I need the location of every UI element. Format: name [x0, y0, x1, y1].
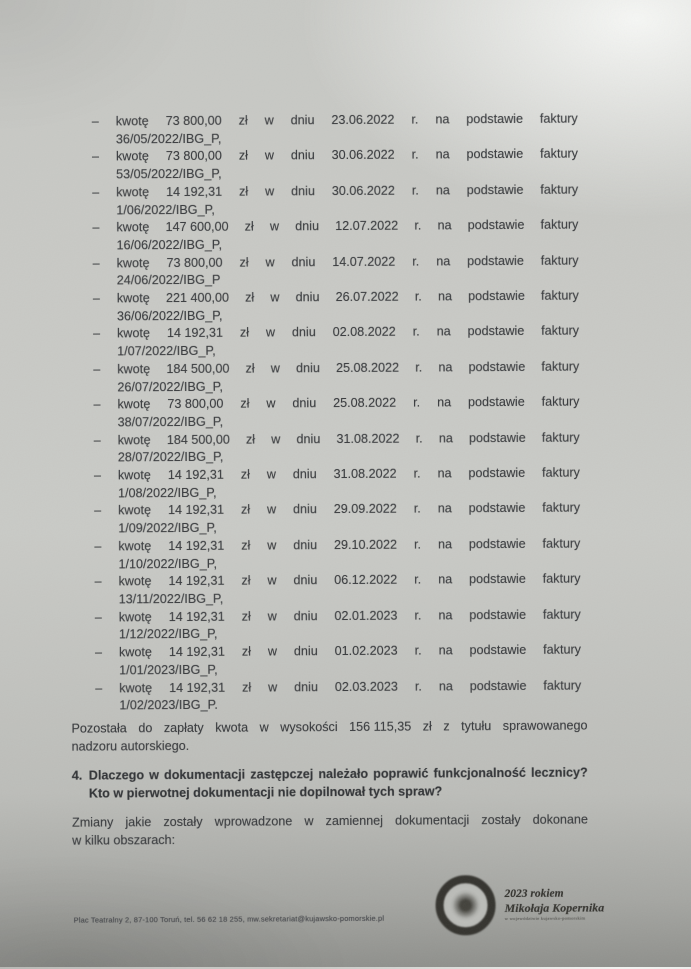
invoice-number: 1/12/2022/IBG_P,: [118, 627, 218, 642]
word: faktury: [540, 217, 579, 233]
word: 14 192,31: [167, 467, 224, 483]
word: kwotę: [117, 397, 151, 412]
word: dokumentacji: [395, 813, 470, 828]
word: 14 192,31: [169, 680, 226, 695]
list-dash-marker: –: [93, 433, 101, 448]
word: zł: [239, 326, 250, 341]
invoice-number: 36/06/2022/IBG_P,: [116, 308, 223, 324]
word: 31.08.2022: [336, 431, 400, 446]
word: dniu: [296, 360, 320, 376]
word: zł: [240, 467, 250, 482]
word: na: [437, 395, 452, 410]
word: faktury: [541, 324, 580, 339]
word: w: [266, 467, 276, 482]
word: podstawie: [468, 359, 526, 375]
word: w: [265, 184, 275, 199]
word: kwotę: [118, 609, 152, 625]
word: na: [437, 289, 453, 304]
word: r.: [414, 572, 422, 587]
payment-line: [118, 429, 580, 450]
word: dniu: [291, 325, 316, 340]
invoice-number: 13/11/2022/IBG_P,: [118, 591, 224, 607]
payment-list: [91, 111, 582, 716]
word: zł: [244, 219, 254, 234]
word: zł: [240, 503, 251, 518]
word: kwotę: [115, 149, 149, 164]
word: w: [304, 814, 314, 829]
word: podstawie: [469, 678, 527, 693]
list-dash-marker: –: [92, 291, 100, 306]
payment-line: [118, 500, 580, 521]
word: w: [271, 432, 281, 447]
word: w: [270, 361, 280, 376]
word: Dlaczego: [88, 768, 145, 783]
payment-line: [117, 288, 579, 309]
paragraph-line: w kilku obszarach:: [72, 832, 176, 848]
word: należało: [318, 766, 369, 782]
word: zostały: [163, 814, 203, 830]
word: zostały: [481, 812, 521, 828]
word: faktury: [542, 571, 581, 587]
invoice-number: 36/05/2022/IBG_P,: [115, 131, 222, 147]
word: jakie: [125, 815, 152, 830]
word: podstawie: [467, 395, 525, 410]
word: 14 192,31: [166, 184, 223, 199]
word: faktury: [541, 359, 580, 374]
word: faktury: [543, 678, 582, 693]
payment-line: [118, 535, 580, 556]
word: w: [267, 609, 277, 624]
word: w: [267, 573, 277, 588]
word: na: [438, 430, 453, 446]
word: podstawie: [467, 218, 525, 233]
payment-line: [119, 677, 581, 698]
word: zastępczej: [250, 767, 314, 782]
word: zł: [241, 573, 251, 588]
copernicus-emblem-icon: [435, 875, 495, 935]
payment-item: [92, 181, 579, 219]
word: faktury: [539, 111, 578, 126]
word: zł: [245, 432, 256, 447]
payment-item: [94, 535, 581, 573]
copernicus-2023-logo: [435, 874, 604, 935]
invoice-number: 38/07/2022/IBG_P,: [117, 414, 224, 430]
word: 31.08.2022: [333, 466, 397, 482]
word: faktury: [541, 394, 580, 410]
word: 73 800,00: [165, 149, 222, 164]
word: na: [438, 608, 453, 623]
paragraph-line: [72, 812, 588, 833]
word: dniu: [295, 290, 320, 305]
payment-line: [119, 642, 581, 663]
paragraph-line: nadzoru autorskiego.: [71, 738, 190, 754]
word: 14 192,31: [167, 503, 225, 518]
word: 06.12.2022: [334, 572, 398, 588]
invoice-number: 53/05/2022/IBG_P,: [116, 166, 222, 182]
word: 01.02.2023: [334, 643, 398, 659]
word: 14 192,31: [168, 644, 225, 660]
word: zapłaty: [163, 720, 204, 736]
word: lecznicy?: [530, 765, 588, 780]
word: dniu: [293, 502, 317, 517]
word: r.: [414, 643, 422, 658]
word: zł: [241, 538, 251, 553]
word: zł: [245, 290, 255, 305]
word: zł: [422, 719, 432, 734]
logo-name-line: Mikołaja Kopernika: [504, 900, 605, 916]
word: Pozostała: [71, 721, 127, 736]
list-dash-marker: –: [91, 114, 99, 129]
invoice-number: 28/07/2022/IBG_P,: [117, 450, 224, 465]
word: faktury: [543, 642, 582, 657]
word: kwotę: [118, 574, 152, 589]
payment-item: [92, 252, 579, 290]
payment-line: [118, 465, 580, 486]
invoice-number: 1/07/2022/IBG_P,: [117, 343, 216, 359]
word: r.: [411, 147, 419, 162]
word: r.: [411, 183, 419, 198]
word: r.: [412, 324, 420, 340]
payment-item: [92, 217, 579, 255]
word: podstawie: [468, 465, 526, 481]
word: r.: [415, 431, 423, 446]
payment-item: [95, 677, 582, 715]
word: kwotę: [116, 255, 150, 271]
word: tytułu: [461, 719, 492, 734]
word: dniu: [292, 396, 317, 411]
word: na: [438, 360, 453, 375]
paragraph-line: [71, 718, 587, 739]
list-dash-marker: –: [95, 680, 103, 696]
payment-line: [119, 571, 581, 592]
word: dniu: [296, 431, 321, 446]
word: kwotę: [117, 432, 151, 448]
word: wysokości: [280, 720, 338, 735]
question-line-2: Kto w pierwotnej dokumentacji nie dopilnował tych spraw?: [88, 784, 443, 801]
word: podstawie: [468, 430, 526, 445]
word: podstawie: [468, 501, 526, 516]
payment-item: [94, 500, 581, 538]
word: 184 500,00: [166, 432, 230, 447]
word: w: [267, 644, 278, 659]
payment-item: [94, 606, 581, 644]
word: 14.07.2022: [332, 254, 396, 269]
payment-item: [94, 571, 581, 609]
word: poprawić: [373, 766, 429, 781]
word: kwotę: [116, 220, 150, 235]
word: na: [437, 218, 452, 233]
list-dash-marker: –: [92, 185, 100, 200]
logo-year-line: 2023 rokiem: [504, 887, 564, 901]
word: zł: [240, 396, 250, 411]
payment-item: [92, 288, 579, 326]
word: dokonane: [532, 812, 588, 827]
word: w: [266, 396, 276, 411]
word: dniu: [291, 183, 315, 199]
word: 73 800,00: [167, 396, 224, 412]
word: podstawie: [467, 324, 525, 339]
word: r.: [413, 466, 421, 481]
word: 147 600,00: [165, 219, 229, 235]
word: w: [259, 720, 269, 735]
list-dash-marker: –: [92, 256, 100, 271]
word: faktury: [540, 253, 579, 268]
list-dash-marker: –: [94, 503, 102, 519]
word: 73 800,00: [166, 255, 223, 270]
word: na: [436, 324, 451, 339]
word: faktury: [540, 146, 579, 162]
word: w: [269, 219, 280, 234]
word: r.: [414, 679, 422, 694]
word: podstawie: [469, 642, 527, 658]
word: r.: [415, 360, 423, 375]
word: 73 800,00: [165, 113, 222, 129]
word: w: [149, 768, 159, 783]
word: funkcjonalność: [433, 765, 526, 781]
word: 26.07.2022: [335, 289, 399, 305]
invoice-number: 16/06/2022/IBG_P,: [116, 237, 223, 253]
payment-item: [91, 111, 578, 149]
word: podstawie: [466, 111, 524, 127]
word: faktury: [541, 430, 580, 445]
word: faktury: [542, 607, 581, 622]
word: 02.08.2022: [332, 325, 396, 340]
payment-item: [93, 429, 580, 467]
word: kwotę: [116, 185, 150, 200]
word: kwotę: [117, 362, 151, 377]
word: na: [437, 501, 452, 516]
word: 30.06.2022: [331, 148, 395, 163]
word: na: [437, 466, 452, 481]
word: 29.09.2022: [333, 502, 397, 517]
list-dash-marker: –: [94, 645, 103, 660]
word: kwotę: [118, 539, 152, 554]
payment-item: [93, 394, 580, 432]
invoice-number: 1/10/2022/IBG_P,: [118, 556, 218, 571]
list-dash-marker: –: [93, 362, 101, 377]
word: 23.06.2022: [331, 112, 395, 128]
word: 14 192,31: [168, 574, 225, 589]
word: r.: [413, 537, 422, 552]
word: r.: [413, 502, 421, 517]
word: w: [265, 255, 275, 270]
word: dniu: [295, 219, 320, 234]
word: faktury: [542, 501, 581, 516]
word: podstawie: [469, 607, 527, 622]
word: na: [437, 537, 452, 552]
word: 156 115,35: [349, 719, 412, 734]
word: w: [265, 325, 276, 340]
payment-line: [117, 323, 579, 344]
word: 25.08.2022: [336, 360, 400, 375]
word: w: [266, 502, 277, 517]
word: kwotę: [117, 326, 151, 341]
word: r.: [411, 112, 419, 127]
word: 12.07.2022: [335, 218, 399, 234]
word: kwotę: [118, 645, 152, 660]
word: dniu: [290, 113, 315, 128]
word: 29.10.2022: [333, 537, 398, 552]
word: 02.01.2023: [334, 608, 398, 623]
word: zł: [238, 148, 248, 164]
word: 30.06.2022: [331, 183, 395, 198]
word: 25.08.2022: [333, 395, 397, 411]
word: 221 400,00: [165, 290, 229, 306]
invoice-number: 1/02/2023/IBG_P.: [119, 697, 218, 713]
word: podstawie: [466, 147, 524, 162]
word: zamiennej: [325, 813, 384, 829]
word: r.: [413, 395, 421, 410]
logo-subline: w województwie kujawsko-pomorskim: [504, 915, 586, 922]
word: Zmiany: [72, 815, 114, 830]
word: dniu: [293, 608, 318, 624]
word: zł: [242, 680, 252, 695]
word: 184 500,00: [166, 361, 230, 376]
payment-line: [116, 146, 578, 167]
word: zł: [238, 184, 249, 199]
payment-line: [117, 394, 579, 415]
word: podstawie: [468, 288, 525, 304]
word: kwotę: [119, 680, 153, 695]
word: faktury: [540, 182, 579, 197]
invoice-number: 1/08/2022/IBG_P,: [118, 485, 217, 501]
word: w: [264, 113, 274, 128]
payment-line: [116, 181, 578, 202]
word: dniu: [291, 254, 316, 269]
payment-item: [91, 146, 579, 184]
word: na: [436, 253, 451, 269]
list-dash-marker: –: [93, 326, 101, 341]
word: 14 192,31: [168, 609, 225, 624]
remaining-amount-paragraph: [71, 718, 587, 757]
word: sprawowanego: [502, 718, 588, 734]
word: 14 192,31: [166, 326, 223, 341]
word: w: [267, 538, 277, 553]
payment-line: [117, 252, 579, 273]
payment-line: [117, 358, 579, 379]
invoice-number: 24/06/2022/IBG_P: [116, 273, 221, 288]
word: z: [443, 719, 450, 734]
question-number: 4.: [71, 768, 83, 783]
word: podstawie: [469, 572, 526, 587]
word: kwotę: [118, 503, 152, 518]
word: zł: [245, 361, 255, 376]
word: kwotę: [117, 468, 151, 483]
question-4: [72, 765, 588, 804]
word: 02.03.2023: [334, 679, 398, 694]
word: r.: [414, 608, 422, 623]
word: zł: [241, 644, 251, 659]
payment-line: [116, 111, 578, 132]
word: faktury: [540, 288, 579, 303]
list-dash-marker: –: [94, 574, 102, 589]
word: faktury: [542, 465, 580, 480]
word: na: [438, 572, 453, 587]
word: w: [270, 290, 280, 305]
word: na: [438, 678, 453, 693]
invoice-number: 1/06/2022/IBG_P,: [116, 202, 215, 217]
word: do: [138, 721, 153, 736]
word: na: [435, 147, 450, 162]
word: podstawie: [468, 536, 526, 552]
word: w: [268, 679, 278, 694]
question-line-1: [89, 765, 588, 786]
word: kwota: [215, 720, 249, 735]
word: na: [438, 643, 453, 658]
footer-address: Plac Teatralny 2, 87-100 Toruń, tel. 56 62 18 255, mw.sekretariat@kujawsko-pomorskie.pl: [73, 913, 385, 925]
word: dniu: [294, 679, 319, 694]
word: r.: [414, 289, 422, 304]
word: r.: [414, 218, 422, 233]
payment-item: [93, 358, 580, 396]
logo-text: [504, 887, 604, 922]
word: podstawie: [467, 253, 524, 268]
list-dash-marker: –: [91, 149, 100, 164]
word: wprowadzone: [214, 814, 293, 829]
word: podstawie: [466, 182, 524, 198]
list-dash-marker: –: [92, 220, 100, 235]
payment-item: [94, 642, 582, 680]
invoice-number: 1/01/2023/IBG_P,: [119, 662, 218, 678]
word: na: [435, 112, 450, 127]
word: dniu: [293, 538, 318, 553]
word: dniu: [293, 573, 318, 588]
payment-line: [119, 606, 581, 627]
list-dash-marker: –: [94, 610, 102, 625]
list-dash-marker: –: [94, 539, 102, 554]
payment-item: [93, 465, 580, 503]
list-dash-marker: –: [93, 397, 101, 412]
changes-paragraph: [72, 812, 588, 851]
list-dash-marker: –: [93, 468, 102, 483]
payment-line: [116, 217, 578, 238]
payment-item: [93, 323, 580, 361]
invoice-number: 26/07/2022/IBG_P,: [117, 379, 223, 394]
invoice-number: 1/09/2022/IBG_P,: [118, 520, 217, 536]
word: zł: [241, 609, 251, 624]
word: 14 192,31: [168, 538, 225, 553]
word: dokumentacji: [163, 767, 246, 783]
word: dniu: [290, 148, 315, 163]
word: kwotę: [116, 291, 150, 306]
word: r.: [412, 254, 420, 269]
word: faktury: [542, 536, 581, 551]
word: dniu: [292, 467, 317, 482]
word: zł: [239, 255, 249, 270]
word: dniu: [293, 644, 318, 659]
word: na: [435, 183, 450, 198]
word: w: [264, 148, 275, 163]
word: kwotę: [115, 114, 149, 129]
word: zł: [238, 113, 248, 128]
